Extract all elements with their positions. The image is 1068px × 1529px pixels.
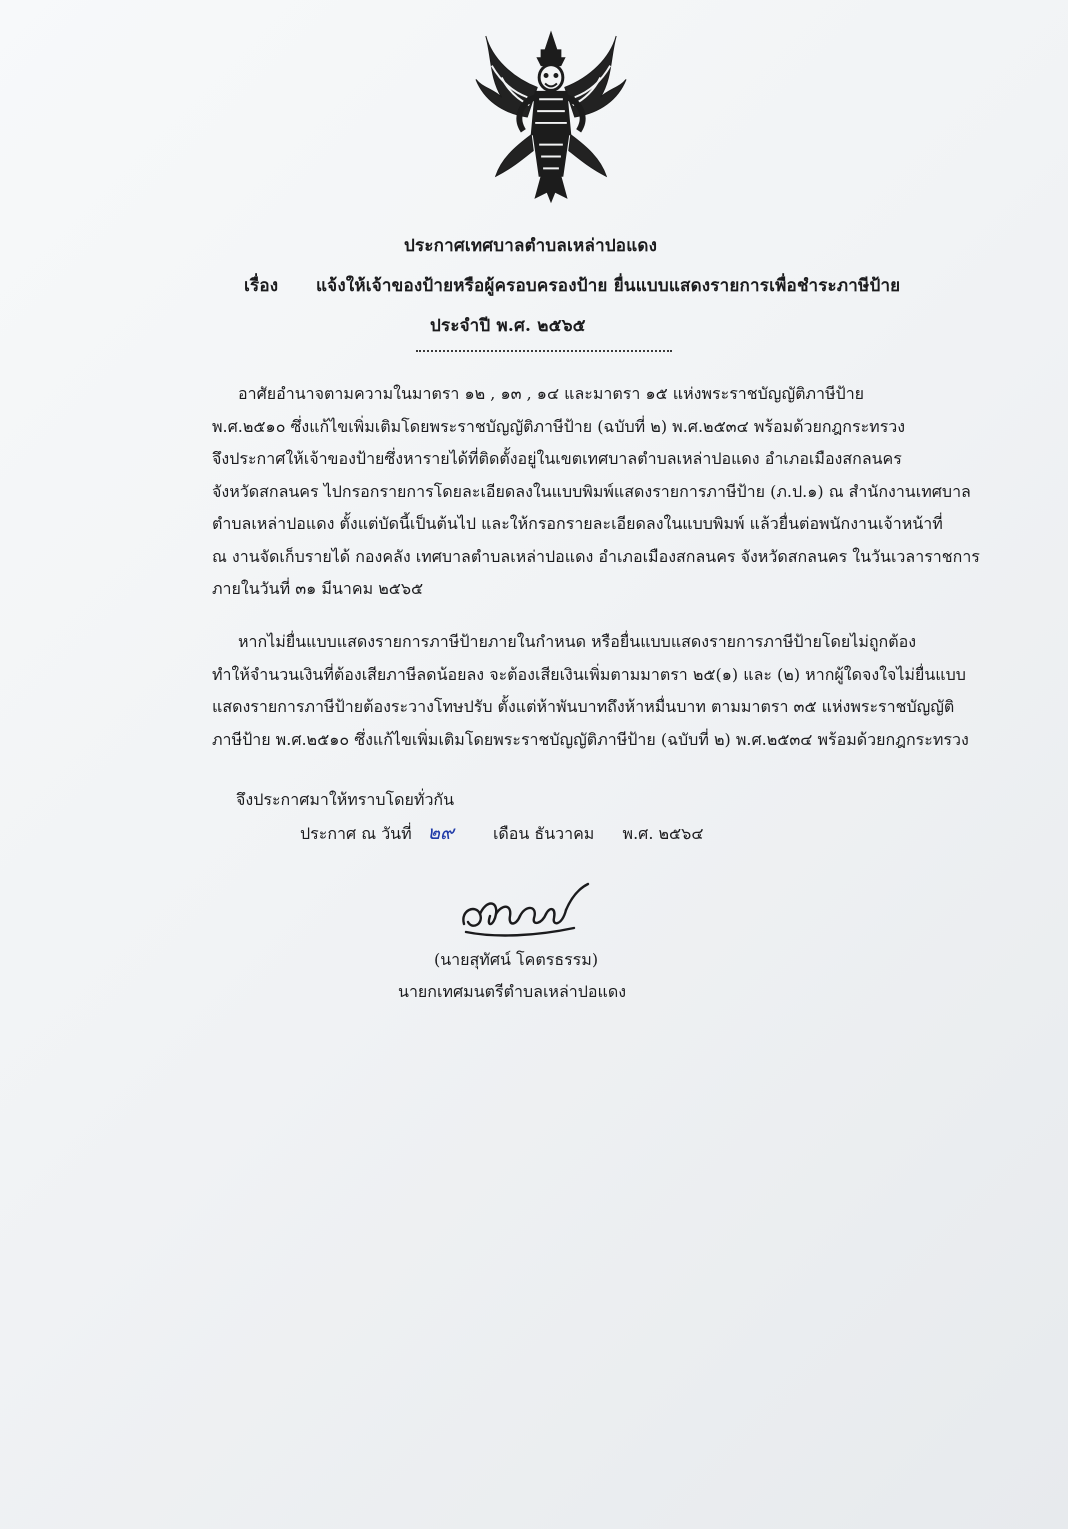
garuda-emblem-icon (472, 28, 630, 206)
paragraph-line: ณ งานจัดเก็บรายได้ กองคลัง เทศบาลตำบลเหล่าปอแดง อำเภอเมืองสกลนคร จังหวัดสกลนคร ในวันเวลาราชการ (212, 546, 980, 566)
paragraph-line: แสดงรายการภาษีป้ายต้องระวางโทษปรับ ตั้งแต่ห้าพันบาทถึงห้าหมื่นบาท ตามมาตรา ๓๕ แห่งพระราชบัญญัติ (212, 697, 955, 716)
handwritten-signature-icon (446, 880, 596, 950)
date-year: พ.ศ. ๒๕๖๔ (622, 824, 704, 843)
date-month: เดือน ธันวาคม (492, 824, 595, 843)
paragraph-penalty (212, 626, 1012, 756)
paragraph-line: ทำให้จำนวนเงินที่ต้องเสียภาษีลดน้อยลง จะต้องเสียเงินเพิ่มตามมาตรา ๒๕(๑) และ (๒) หากผู้ใดจงใจไม่ยื่นแบบ (212, 664, 966, 684)
announcement-date (300, 818, 703, 848)
paragraph-line: หากไม่ยื่นแบบแสดงรายการภาษีป้ายภายในกำหนด หรือยื่นแบบแสดงรายการภาษีป้ายโดยไม่ถูกต้อง (238, 632, 917, 651)
paragraph-line: ภายในวันที่ ๓๑ มีนาคม ๒๕๖๕ (212, 579, 424, 598)
header-divider (416, 350, 672, 352)
paragraph-line: จังหวัดสกลนคร ไปกรอกรายการโดยละเอียดลงในแบบพิมพ์แสดงรายการภาษีป้าย (ภ.ป.๑) ณ สำนักงานเทศบาล (212, 481, 971, 501)
closing-statement: จึงประกาศมาให้ทราบโดยทั่วกัน (236, 790, 455, 809)
subject-label: เรื่อง (244, 276, 279, 296)
paragraph-authority (212, 378, 1012, 606)
signer-position: นายกเทศมนตรีตำบลเหล่าปอแดง (398, 982, 627, 1001)
date-day-handwritten: ๒๙ (427, 822, 454, 844)
paragraph-line: จึงประกาศให้เจ้าของป้ายซึ่งหารายได้ที่ติดตั้งอยู่ในเขตเทศบาลตำบลเหล่าปอแดง อำเภอเมืองสกลนคร (212, 449, 902, 468)
announcement-year: ประจำปี พ.ศ. ๒๕๖๕ (430, 316, 586, 336)
signer-name: (นายสุทัศน์ โคตรธรรม) (434, 950, 599, 969)
date-prefix: ประกาศ ณ วันที่ (300, 824, 412, 843)
paragraph-line: พ.ศ.๒๕๑๐ ซึ่งแก้ไขเพิ่มเติมโดยพระราชบัญญัติภาษีป้าย (ฉบับที่ ๒) พ.ศ.๒๕๓๔ พร้อมด้วยกฎกระทรวง (212, 416, 906, 436)
paragraph-line: ตำบลเหล่าปอแดง ตั้งแต่บัดนี้เป็นต้นไป และให้กรอกรายละเอียดลงในแบบพิมพ์ แล้วยื่นต่อพนักงานเจ้าหน้าที่ (212, 514, 943, 533)
subject-text: แจ้งให้เจ้าของป้ายหรือผู้ครอบครองป้าย ยื่นแบบแสดงรายการเพื่อชำระภาษีป้าย (316, 276, 901, 296)
paragraph-line: อาศัยอำนาจตามความในมาตรา ๑๒ , ๑๓ , ๑๔ และมาตรา ๑๕ แห่งพระราชบัญญัติภาษีป้าย (238, 384, 865, 403)
announcement-title: ประกาศเทศบาลตำบลเหล่าปอแดง (404, 236, 658, 256)
paragraph-line: ภาษีป้าย พ.ศ.๒๕๑๐ ซึ่งแก้ไขเพิ่มเติมโดยพระราชบัญญัติภาษีป้าย (ฉบับที่ ๒) พ.ศ.๒๕๓๔ พร้อมด้วยกฎกระทรวง (212, 729, 969, 749)
